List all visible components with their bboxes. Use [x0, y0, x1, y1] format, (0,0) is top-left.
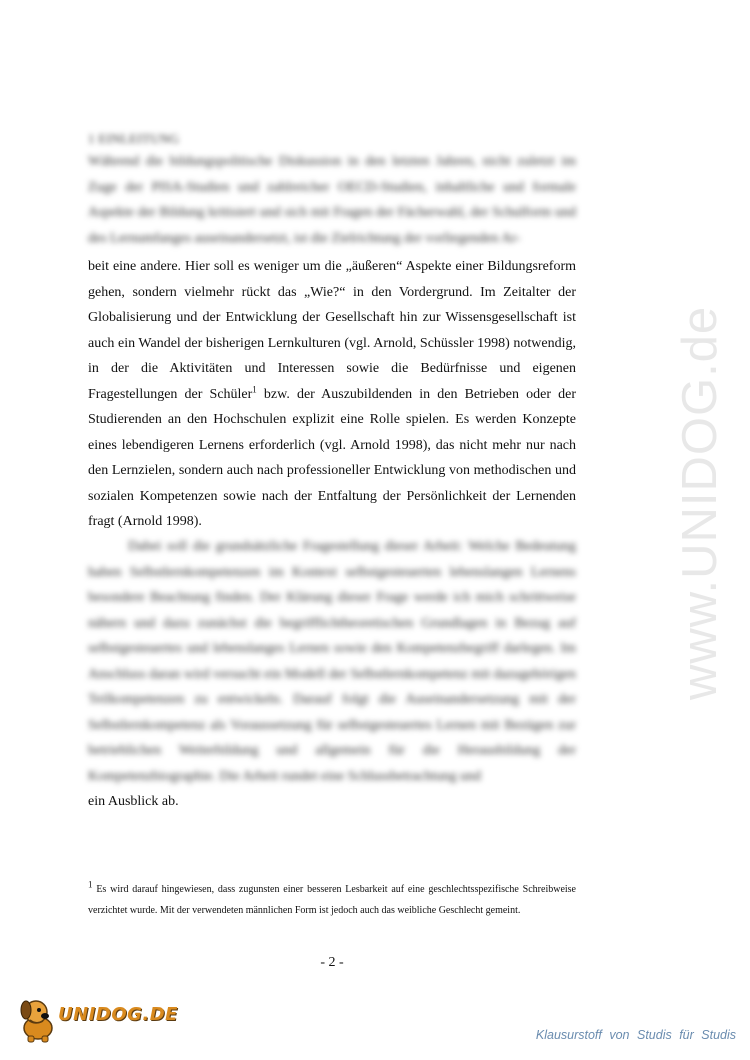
tagline: Klausurstoff von Studis für Studis — [535, 1028, 736, 1042]
paragraph-1-visible — [88, 254, 576, 535]
paragraph-1-text-a: beit eine andere. Hier soll es weniger um die „äußeren“ Aspekte einer Bildungsreform gehen, sondern vielmehr rückt das „Wie?“ in den Vordergrund. Im Zeitalter der Globalisierung und der Entwicklung der Gesellschaft hin zur Wissensgesellschaft ist auch ein Wandel der bisherigen Lernkulturen (vgl. Arnold, Schüssler 1998) notwendig, in der die Aktivitäten und Interessen sowie die Bedürfnisse und eigenen Fragestellungen der Schüler — [88, 259, 576, 402]
paragraph-2-end-text: ein Ausblick ab. — [88, 794, 179, 809]
paragraph-1-visible-text — [88, 254, 576, 535]
footnote-text: Es wird darauf hingewiesen, dass zugunsten einer besseren Lesbarkeit auf eine geschlechtsspezifische Schreibweise verzichtet wurde. Mit der verwendeten männlichen Form ist jedoch auch das weibliche Geschlecht gemeint. — [88, 884, 576, 916]
footnote — [88, 880, 576, 921]
section-heading: 1 EINLEITUNG — [88, 131, 180, 146]
paragraph-1-blurred-text: Während die bildungspolitische Diskussion in den letzten Jahren, nicht zuletzt im Zuge der PISA-Studien und zahlreicher OECD-Studien, inhaltliche und formale Aspekte der Bildung kritisiert und sich mit Fragen der Fächerwahl, der Schulform und des Lernumfanges auseinandersetzt, ist die Zielrichtung der vorliegenden Ar- — [88, 154, 576, 246]
watermark-text: www.UNIDOG.de — [673, 305, 727, 700]
logo-text: UNIDOG.DE — [58, 1004, 178, 1025]
paragraph-2-blurred-text: Dabei soll die grundsätzliche Fragestellung dieser Arbeit: Welche Bedeutung haben Selbstlernkompetenzen im Kontext selbstgesteuerten lebenslangen Lernens besondere Beachtung finden. Der Klärung dieser Frage werde ich mich schrittweise nähern und dazu zunächst die begrifflichtheoretischen Grundlagen in Bezug auf selbstgesteuertes und lebenslanges Lernen sowie den Kompetenzbegriff darlegen. Im Anschluss daran wird versucht ein Modell der Selbstlernkompetenz mit dazugehörigen Teilkompetenzen zu entwickeln. Darauf folgt die Auseinandersetzung mit der Selbstlernkompetenz als Voraussetzung für selbstgesteuertes Lernen mit Bezügen zur betrieblichen Weiterbildung und allgemein für die Herausbildung der Kompetenzbiographie. Die Arbeit rundet eine Schlussbetrachtung und — [88, 539, 576, 784]
paragraph-2-visible — [88, 789, 576, 815]
paragraph-1-text-b: bzw. der Auszubildenden in den Betrieben oder der Studierenden an den Hochschulen explizit eine Rolle spielen. Es werden Konzepte eines lebendigeren Lernens erforderlich (vgl. Arnold 1998), das nicht mehr nur nach den Lernzielen, sondern auch nach professioneller Entwicklung von methodischen und sozialen Kompetenzen sowie nach der Entfaltung der Persönlichkeit der Lernenden fragt (Arnold 1998). — [88, 386, 576, 529]
paragraph-1-blurred — [88, 149, 576, 251]
footnote-marker: 1 — [252, 383, 257, 394]
footnote-divider — [88, 868, 248, 869]
dog-mascot-icon — [16, 994, 62, 1044]
footnote-number: 1 — [88, 879, 93, 890]
page-number: - 2 - — [320, 955, 344, 970]
unidog-logo[interactable] — [16, 994, 178, 1050]
paragraph-2-blurred — [88, 534, 576, 794]
